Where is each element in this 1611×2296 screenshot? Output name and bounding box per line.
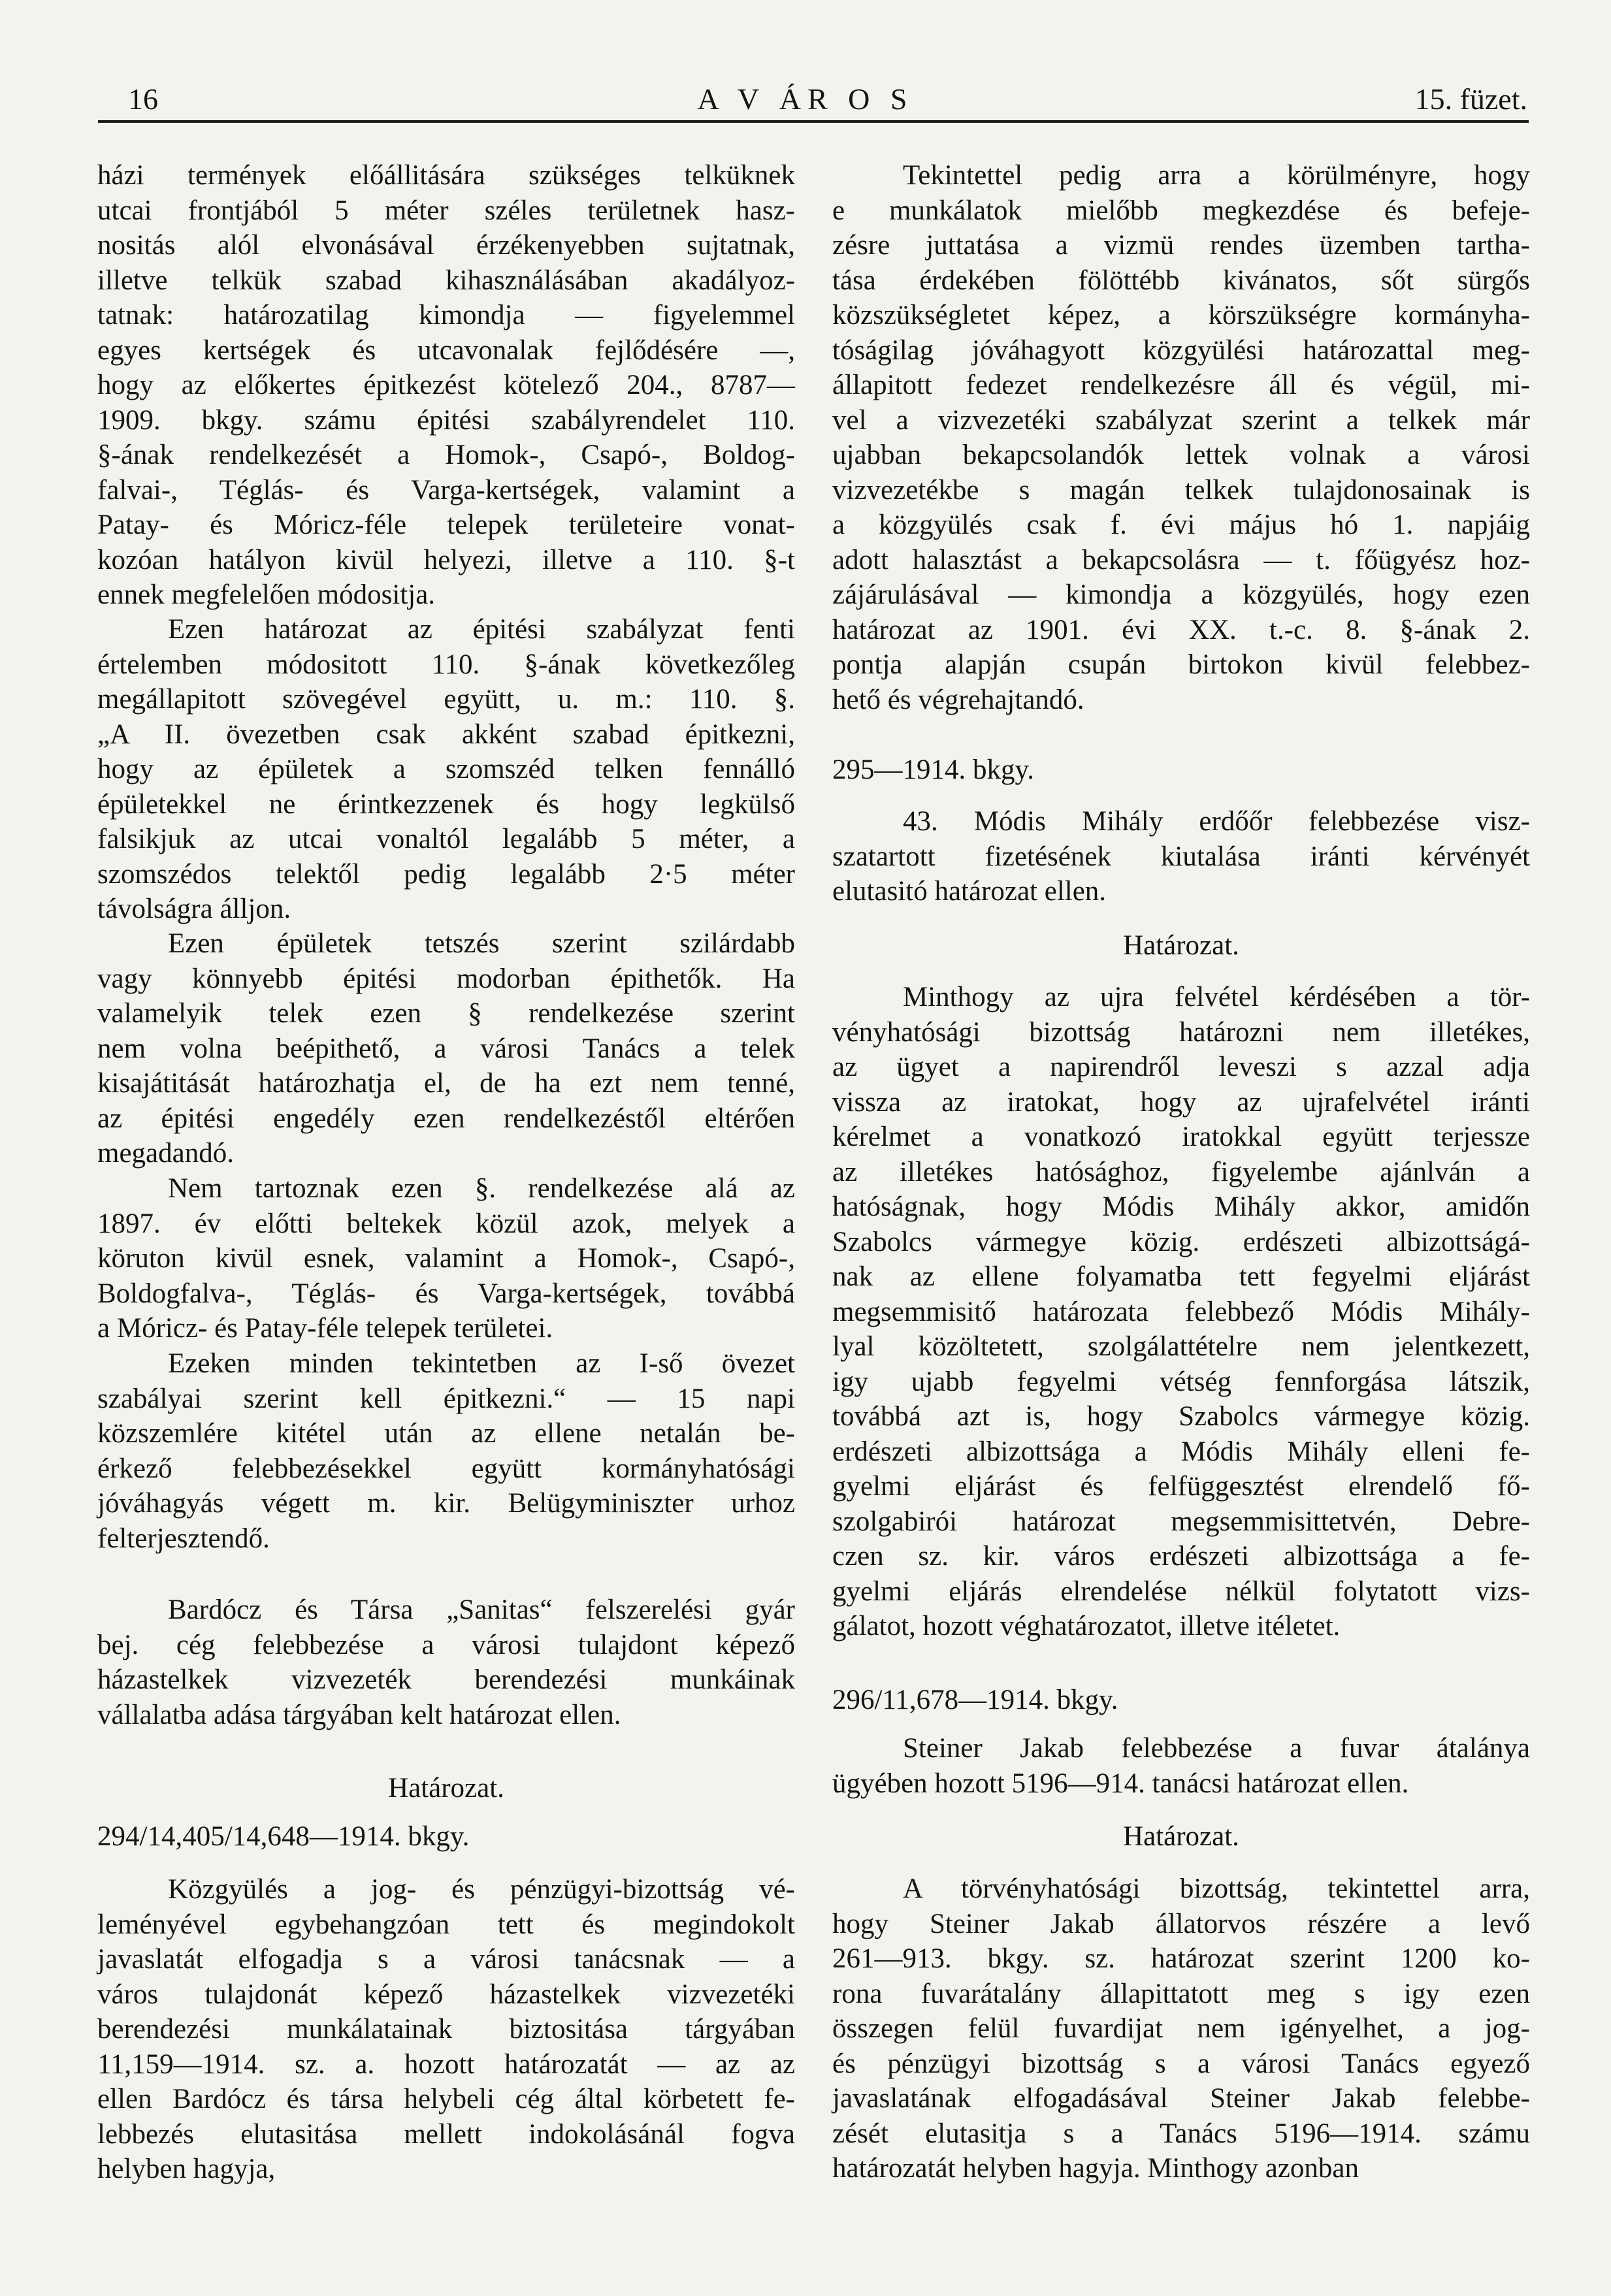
- text-line: §-ának rendelkezését a Homok-, Csapó-, Boldog-: [97, 440, 795, 470]
- text-line: a Móricz- és Patay-féle telepek területei.: [97, 1313, 553, 1344]
- text-line: ujabban bekapcsolandók lettek volnak a városi: [832, 440, 1530, 470]
- text-line: e munkálatok mielőbb megkezdése és befeje-: [832, 195, 1530, 226]
- text-line: adott halasztást a bekapcsolásra — t. főügyész hoz-: [832, 544, 1530, 575]
- running-title: A V ÁR O S: [697, 82, 914, 116]
- section-heading: [832, 928, 1530, 963]
- header-rule: [98, 120, 1529, 123]
- text-line: az illetékes hatósághoz, figyelembe ajánlván a: [832, 1156, 1530, 1188]
- text-line: tóságilag jóváhagyott közgyülési határozattal meg-: [832, 334, 1530, 366]
- text-line: Nem tartoznak ezen §. rendelkezése alá az: [168, 1173, 795, 1204]
- text-line: hogy Steiner Jakab állatorvos részére a levő: [832, 1908, 1530, 1939]
- text-line: A törvényhatósági bizottság, tekintettel arra,: [903, 1873, 1530, 1904]
- text-line: kérelmet a vonatkozó iratokkal együtt terjessze: [832, 1122, 1530, 1152]
- paragraph: [97, 1872, 795, 2187]
- paragraph: [832, 980, 1530, 1644]
- text-line: Patay- és Móricz-féle telepek területeire vonat-: [97, 509, 795, 540]
- text-line: Tekintettel pedig arra a körülményre, hogy: [903, 160, 1530, 191]
- text-line: leményével egybehangzóan tett és megindokolt: [97, 1909, 795, 1940]
- text-line: tatnak: határozatilag kimondja — figyelemmel: [97, 300, 795, 331]
- text-line: Minthogy az ujra felvétel kérdésében a tör-: [903, 982, 1530, 1012]
- paragraph: [832, 1871, 1530, 2186]
- text-line: Határozat.: [388, 1773, 504, 1803]
- text-line: és pénzügyi bizottság s a városi Tanács egyező: [832, 2048, 1530, 2079]
- text-line: Határozat.: [1123, 1821, 1239, 1852]
- text-line: 296/11,678—1914. bkgy.: [832, 1685, 1118, 1715]
- text-line: elutasitó határozat ellen.: [832, 876, 1107, 907]
- text-line: közszemlére kitétel után az ellene netalán be-: [97, 1418, 795, 1449]
- text-line: házi termények előállitására szükséges telküknek: [97, 160, 795, 191]
- text-line: állapitott fedezet rendelkezésre áll és végül, mi-: [832, 370, 1530, 400]
- text-line: 43. Módis Mihály erdőőr felebbezése visz-: [903, 806, 1530, 837]
- text-line: közszükségletet képez, a körszükségre kormányha-: [832, 300, 1530, 331]
- text-line: Közgyülés a jog- és pénzügyi-bizottság vé-: [168, 1874, 795, 1905]
- text-line: épületekkel ne érintkezzenek és hogy legkülső: [97, 788, 795, 820]
- text-line: utcai frontjából 5 méter széles területnek hasz-: [97, 195, 795, 226]
- text-line: vizvezetékbe s magán telkek tulajdonosainak is: [832, 474, 1530, 506]
- text-line: zájárulásával — kimondja a közgyülés, hogy ezen: [832, 579, 1530, 610]
- text-line: város tulajdonát képező házastelkek vizvezetéki: [97, 1979, 795, 2010]
- text-line: megállapitott szövegével együtt, u. m.: 110. §.: [97, 684, 795, 715]
- text-line: a közgyülés csak f. évi május hó 1. napjáig: [832, 509, 1530, 540]
- text-line: szomszédos telektől pedig legalább 2·5 méter: [97, 858, 795, 890]
- text-line: szabályai szerint kell épitkezni.“ — 15 napi: [97, 1383, 795, 1414]
- text-line: hatóságnak, hogy Módis Mihály akkor, amidőn: [832, 1191, 1530, 1222]
- text-line: vissza az iratokat, hogy az ujrafelvétel iránti: [832, 1086, 1530, 1118]
- text-line: szolgabirói határozat megsemmisittetvén, Debre-: [832, 1506, 1530, 1537]
- text-line: helyben hagyja,: [97, 2154, 276, 2184]
- text-line: gálatot, hozott véghatározatot, illetve itéletet.: [832, 1611, 1341, 1641]
- text-line: valamelyik telek ezen § rendelkezése szerint: [97, 998, 795, 1029]
- text-line: 11,159—1914. sz. a. hozott határozatát — az az: [97, 2048, 795, 2080]
- text-line: igy ujabb fegyelmi vétség fennforgása látszik,: [832, 1366, 1530, 1397]
- text-line: egyes kertségek és utcavonalak fejlődésére —,: [97, 334, 795, 366]
- text-line: gyelmi eljárást és felfüggesztést elrendelő fő-: [832, 1471, 1530, 1502]
- text-line: határozat az 1901. évi XX. t.-c. 8. §-ának 2.: [832, 614, 1530, 645]
- text-line: érkező felebbezésekkel együtt kormányhatósági: [97, 1453, 795, 1484]
- text-line: Ezen épületek tetszés szerint szilárdabb: [168, 928, 795, 959]
- text-line: 1909. bkgy. számu épitési szabályrendelet 110.: [97, 404, 795, 436]
- text-line: bej. cég felebbezése a városi tulajdont képező: [97, 1629, 795, 1660]
- text-line: zésre juttatása a vizmü rendes üzemben tartha-: [832, 230, 1530, 261]
- text-line: szatartott fizetésének kiutalása iránti kérvényét: [832, 841, 1530, 872]
- text-line: megsemmisitő határozata felebbező Módis Mihály-: [832, 1296, 1530, 1327]
- paragraph: [97, 612, 795, 927]
- issue-label: 15. füzet.: [1414, 82, 1527, 116]
- text-line: ellen Bardócz és társa helybeli cég által körbetett fe-: [97, 2084, 795, 2114]
- text-line: Ezen határozat az épitési szabályzat fenti: [168, 614, 795, 645]
- text-line: kozóan hatályon kivül helyezi, illetve a 110. §-t: [97, 544, 795, 575]
- text-line: erdészeti albizottsága a Módis Mihály elleni fe-: [832, 1436, 1530, 1467]
- paragraph: [832, 804, 1530, 909]
- text-line: javaslatát elfogadja s a városi tanácsnak — a: [97, 1944, 795, 1975]
- paragraph: [97, 158, 795, 613]
- text-line: megadandó.: [97, 1138, 234, 1169]
- text-line: rona fuvarátalány állapittatott meg s igy ezen: [832, 1978, 1530, 2009]
- text-line: az épitési engedély ezen rendelkezéstől eltérően: [97, 1103, 795, 1134]
- section-heading: [97, 1771, 795, 1806]
- text-line: Steiner Jakab felebbezése a fuvar átalánya: [903, 1733, 1530, 1764]
- text-line: távolságra álljon.: [97, 894, 291, 924]
- text-line: továbbá azt is, hogy Szabolcs vármegye közig.: [832, 1401, 1530, 1432]
- paragraph: [97, 1593, 795, 1732]
- text-line: felterjesztendő.: [97, 1523, 270, 1554]
- text-line: hető és végrehajtandó.: [832, 684, 1084, 715]
- text-line: 295—1914. bkgy.: [832, 754, 1034, 785]
- text-line: „A II. övezetben csak akként szabad épitkezni,: [97, 719, 795, 750]
- section-heading: [832, 1819, 1530, 1854]
- text-line: nak az ellene folyamatba tett fegyelmi eljárást: [832, 1261, 1530, 1292]
- text-line: összegen felül fuvardijat nem igényelhet, a jog-: [832, 2013, 1530, 2044]
- text-line: javaslatának elfogadásával Steiner Jakab felebbe-: [832, 2083, 1530, 2114]
- text-line: hogy az épületek a szomszéd telken fennálló: [97, 754, 795, 784]
- text-line: falvai-, Téglás- és Varga-kertségek, valamint a: [97, 474, 795, 506]
- paragraph: [97, 926, 795, 1171]
- text-line: vállalatba adása tárgyában kelt határozat ellen.: [97, 1699, 621, 1730]
- text-line: értelemben módositott 110. §-ának következőleg: [97, 649, 795, 680]
- text-line: tása érdekében fölöttébb kivánatos, sőt sürgős: [832, 265, 1530, 296]
- text-line: zését elutasitja s a Tanács 5196—1914. számu: [832, 2118, 1530, 2149]
- resolution-reference: [832, 1683, 1530, 1718]
- text-line: nem volna beépithető, a városi Tanács a telek: [97, 1033, 795, 1064]
- text-line: lebbezés elutasitása mellett indokolásánál fogva: [97, 2118, 795, 2150]
- text-line: 261—913. bkgy. sz. határozat szerint 1200 ko-: [832, 1943, 1530, 1974]
- text-line: vel a vizvezetéki szabályzat szerint a telkek már: [832, 404, 1530, 436]
- text-line: czen sz. kir. város erdészeti albizottsága a fe-: [832, 1541, 1530, 1572]
- text-line: vényhatósági bizottság határozni nem illetékes,: [832, 1016, 1530, 1048]
- text-line: 1897. év előtti beltekek közül azok, melyek a: [97, 1208, 795, 1239]
- paragraph: [97, 1346, 795, 1556]
- text-line: vagy könnyebb épitési modorban épithetők. Ha: [97, 963, 795, 994]
- paragraph: [832, 158, 1530, 717]
- text-line: Szabolcs vármegye közig. erdészeti albizottságá-: [832, 1226, 1530, 1257]
- text-line: Boldogfalva-, Téglás- és Varga-kertségek, továbbá: [97, 1278, 795, 1309]
- text-line: nositás alól elvonásával érzékenyebben sujtatnak,: [97, 230, 795, 261]
- text-line: Ezeken minden tekintetben az I-ső övezet: [168, 1348, 795, 1379]
- text-line: az ügyet a napirendről leveszi s azzal adja: [832, 1052, 1530, 1082]
- text-line: falsikjuk az utcai vonaltól legalább 5 méter, a: [97, 824, 795, 854]
- text-line: Határozat.: [1123, 930, 1239, 961]
- text-line: jóváhagyás végett m. kir. Belügyminiszter urhoz: [97, 1488, 795, 1519]
- text-line: ügyében hozott 5196—914. tanácsi határozat ellen.: [832, 1768, 1409, 1799]
- text-line: kisajátitását határozhatja el, de ha ezt nem tenné,: [97, 1068, 795, 1099]
- text-line: hogy az előkertes épitkezést kötelező 204., 8787—: [97, 370, 795, 400]
- page-number: 16: [128, 82, 158, 116]
- text-line: pontja alapján csupán birtokon kivül felebbez-: [832, 649, 1530, 680]
- text-line: illetve telkük szabad kihasználásában akadályoz-: [97, 265, 795, 296]
- text-line: lyal közöltetett, szolgálattételre nem jelentkezett,: [832, 1331, 1530, 1362]
- resolution-reference: [97, 1819, 795, 1854]
- text-line: házastelkek vizvezeték berendezési munkáinak: [97, 1664, 795, 1695]
- paragraph: [832, 1731, 1530, 1801]
- text-line: határozatát helyben hagyja. Minthogy azonban: [832, 2153, 1359, 2184]
- text-line: Bardócz és Társa „Sanitas“ felszerelési gyár: [168, 1594, 795, 1625]
- text-line: 294/14,405/14,648—1914. bkgy.: [97, 1821, 470, 1852]
- text-line: berendezési munkálatainak biztositása tárgyában: [97, 2014, 795, 2045]
- text-line: ennek megfelelően módositja.: [97, 579, 436, 610]
- text-line: gyelmi eljárás elrendelése nélkül folytatott vizs-: [832, 1576, 1530, 1607]
- resolution-reference: [832, 752, 1530, 788]
- paragraph: [97, 1171, 795, 1346]
- text-line: köruton kivül esnek, valamint a Homok-, Csapó-,: [97, 1243, 795, 1274]
